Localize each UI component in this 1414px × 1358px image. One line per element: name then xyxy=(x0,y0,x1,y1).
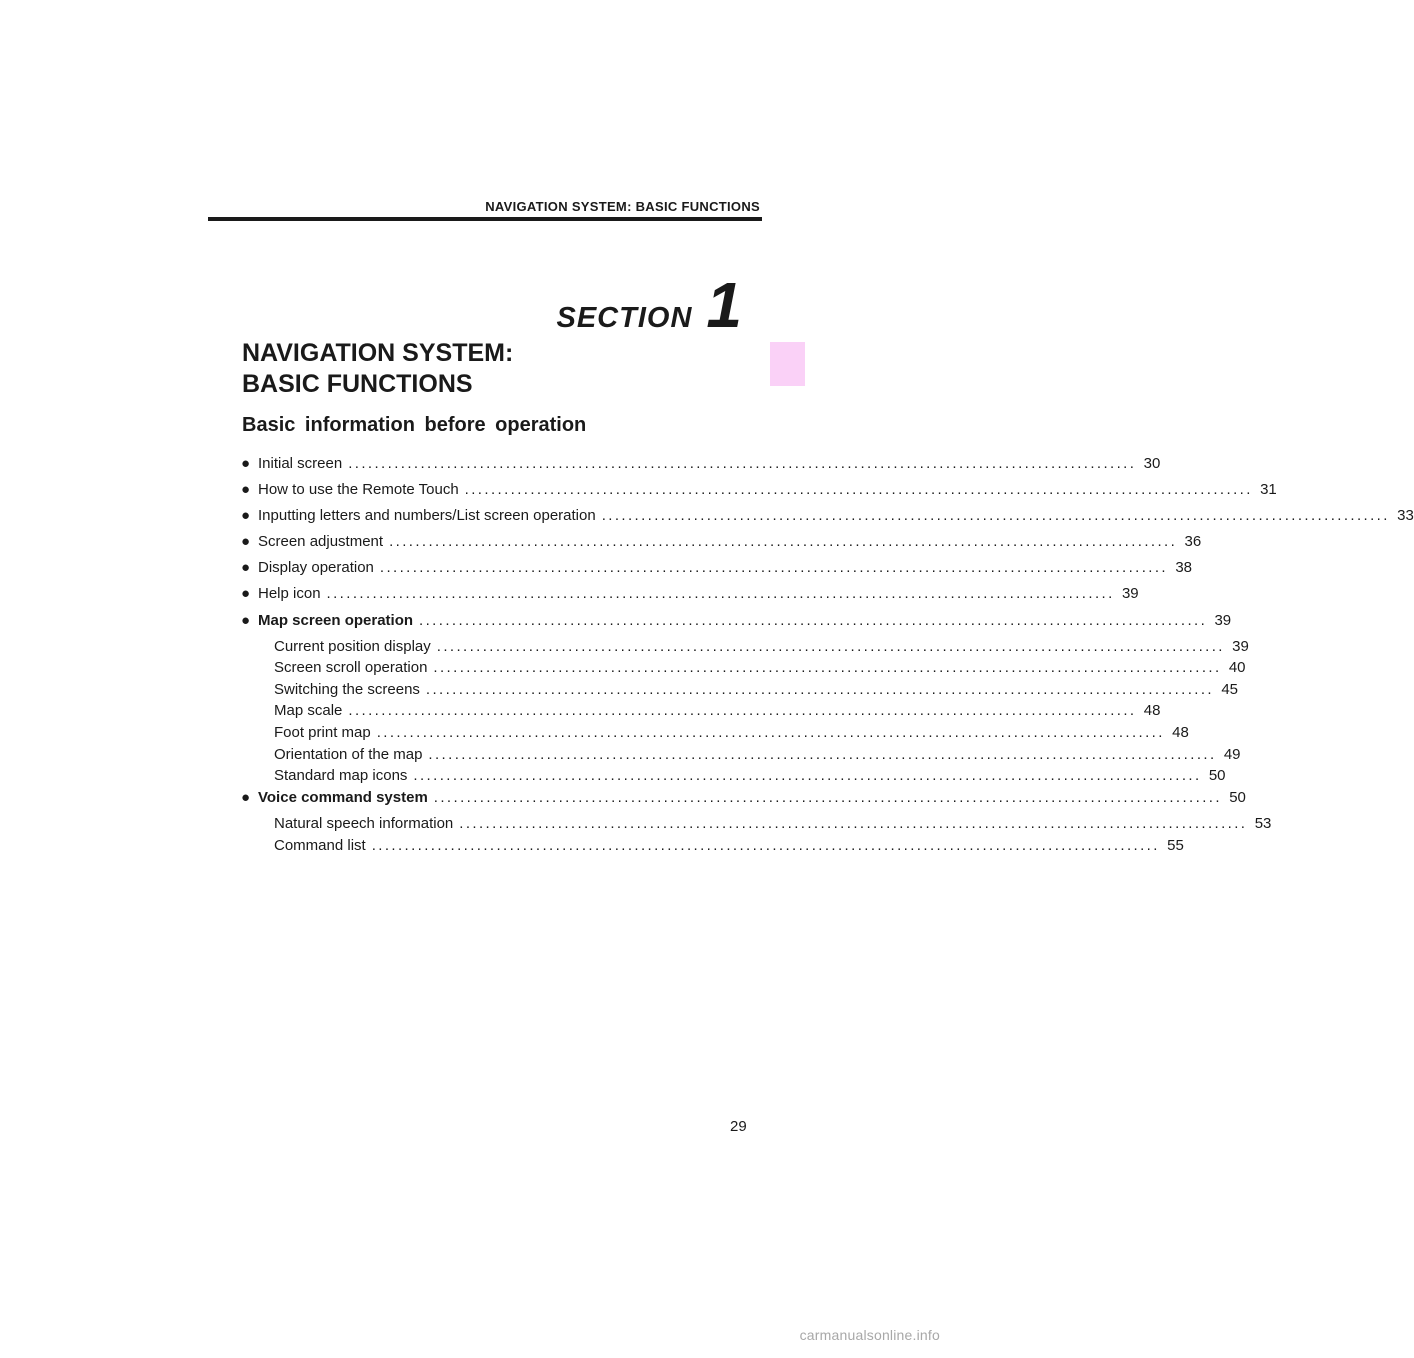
toc-entry-page: 53 xyxy=(1254,814,1272,832)
bullet-icon: ● xyxy=(241,533,251,551)
toc-row[interactable] xyxy=(241,454,1161,480)
toc-row[interactable] xyxy=(241,480,1277,506)
toc-row[interactable] xyxy=(241,723,1189,745)
dot-leader: ........................................................................................................................ xyxy=(379,559,1169,577)
toc-entry-page: 38 xyxy=(1175,559,1193,577)
toc-entry-label: Orientation of the map xyxy=(274,745,423,763)
toc-row[interactable] xyxy=(241,637,1249,659)
toc-row[interactable] xyxy=(241,836,1184,858)
toc-entry-page: 39 xyxy=(1232,637,1249,655)
toc-row[interactable] xyxy=(241,745,1241,767)
toc-entry-page: 48 xyxy=(1143,702,1161,720)
toc-entry-page: 40 xyxy=(1228,659,1246,677)
dot-leader: ........................................................................................................................ xyxy=(428,745,1217,763)
toc-row[interactable] xyxy=(241,506,1414,532)
toc-entry-page: 39 xyxy=(1121,585,1139,603)
toc-row[interactable] xyxy=(241,680,1239,702)
chapter-title xyxy=(242,338,513,400)
toc-row[interactable] xyxy=(241,658,1246,680)
toc-entry-label: Current position display xyxy=(274,637,431,655)
header-rule xyxy=(208,217,762,221)
subtitle: Basic information before operation xyxy=(242,414,587,436)
bullet-icon: ● xyxy=(241,611,251,629)
bullet-icon: ● xyxy=(241,788,251,806)
watermark: carmanualsonline.info xyxy=(799,1327,940,1343)
toc-entry-page: 50 xyxy=(1229,788,1246,806)
chapter-tab-marker xyxy=(770,342,805,386)
toc-entry-label: Map screen operation xyxy=(258,611,414,629)
dot-leader: ........................................................................................................................ xyxy=(326,585,1115,603)
toc-entry-page: 50 xyxy=(1208,767,1226,785)
bullet-icon: ● xyxy=(241,507,251,525)
toc-row[interactable] xyxy=(241,532,1202,558)
dot-leader: ........................................................................................................................ xyxy=(436,637,1225,655)
toc-entry-page: 33 xyxy=(1397,507,1414,525)
bullet-icon: ● xyxy=(241,585,251,603)
toc-entry-label: Initial screen xyxy=(258,455,343,472)
toc-entry-page: 36 xyxy=(1184,533,1202,551)
toc-row[interactable] xyxy=(241,814,1272,836)
toc-row[interactable] xyxy=(241,558,1193,584)
toc-row[interactable] xyxy=(241,584,1139,610)
toc-entry-page: 30 xyxy=(1143,455,1161,472)
dot-leader: ........................................................................................................................ xyxy=(459,814,1248,832)
dot-leader: ........................................................................................................................ xyxy=(376,724,1165,742)
toc-entry-page: 45 xyxy=(1221,680,1239,698)
toc-row[interactable] xyxy=(241,701,1161,723)
toc-row[interactable] xyxy=(241,766,1226,788)
dot-leader: ........................................................................................................................ xyxy=(413,767,1202,785)
dot-leader: ........................................................................................................................ xyxy=(601,507,1390,525)
dot-leader: ........................................................................................................................ xyxy=(433,659,1222,677)
toc-row[interactable] xyxy=(241,611,1232,637)
bullet-icon: ● xyxy=(241,559,251,577)
dot-leader: ........................................................................................................................ xyxy=(348,702,1137,720)
toc-entry-label: Screen scroll operation xyxy=(274,659,428,677)
chapter-title-line-2: BASIC FUNCTIONS xyxy=(242,370,473,398)
section-heading xyxy=(557,268,743,342)
section-number: 1 xyxy=(706,269,742,341)
toc-entry-label: Inputting letters and numbers/List screen operation xyxy=(258,507,596,525)
dot-leader: ........................................................................................................................ xyxy=(464,481,1253,499)
bullet-icon: ● xyxy=(241,481,251,499)
toc-entry-page: 55 xyxy=(1167,836,1184,854)
toc-entry-label: Command list xyxy=(274,836,366,854)
toc-row[interactable] xyxy=(241,788,1246,814)
section-word: SECTION xyxy=(556,302,693,334)
dot-leader: ........................................................................................................................ xyxy=(371,836,1160,854)
dot-leader: ........................................................................................................................ xyxy=(348,455,1137,472)
dot-leader: ........................................................................................................................ xyxy=(419,611,1208,629)
toc-entry-label: Help icon xyxy=(258,585,321,603)
dot-leader: ........................................................................................................................ xyxy=(389,533,1178,551)
page-number: 29 xyxy=(730,1118,747,1135)
toc-entry-page: 48 xyxy=(1172,724,1189,742)
toc-entry-label: Map scale xyxy=(274,702,343,720)
bullet-icon: ● xyxy=(241,455,251,472)
dot-leader: ........................................................................................................................ xyxy=(433,788,1222,806)
toc-entry-label: Switching the screens xyxy=(274,680,420,698)
toc-entry-label: Screen adjustment xyxy=(258,533,384,551)
table-of-contents xyxy=(241,454,1414,857)
toc-entry-label: Foot print map xyxy=(274,724,371,742)
toc-entry-page: 49 xyxy=(1223,745,1241,763)
toc-entry-page: 31 xyxy=(1260,481,1277,499)
toc-entry-label: Voice command system xyxy=(258,788,428,806)
toc-entry-label: Natural speech information xyxy=(274,814,454,832)
toc-entry-label: Standard map icons xyxy=(274,767,408,785)
running-header: NAVIGATION SYSTEM: BASIC FUNCTIONS xyxy=(485,199,760,214)
toc-entry-label: How to use the Remote Touch xyxy=(258,481,459,499)
toc-entry-page: 39 xyxy=(1214,611,1232,629)
chapter-title-line-1: NAVIGATION SYSTEM: xyxy=(242,339,514,367)
dot-leader: ........................................................................................................................ xyxy=(425,680,1215,698)
toc-entry-label: Display operation xyxy=(258,559,374,577)
